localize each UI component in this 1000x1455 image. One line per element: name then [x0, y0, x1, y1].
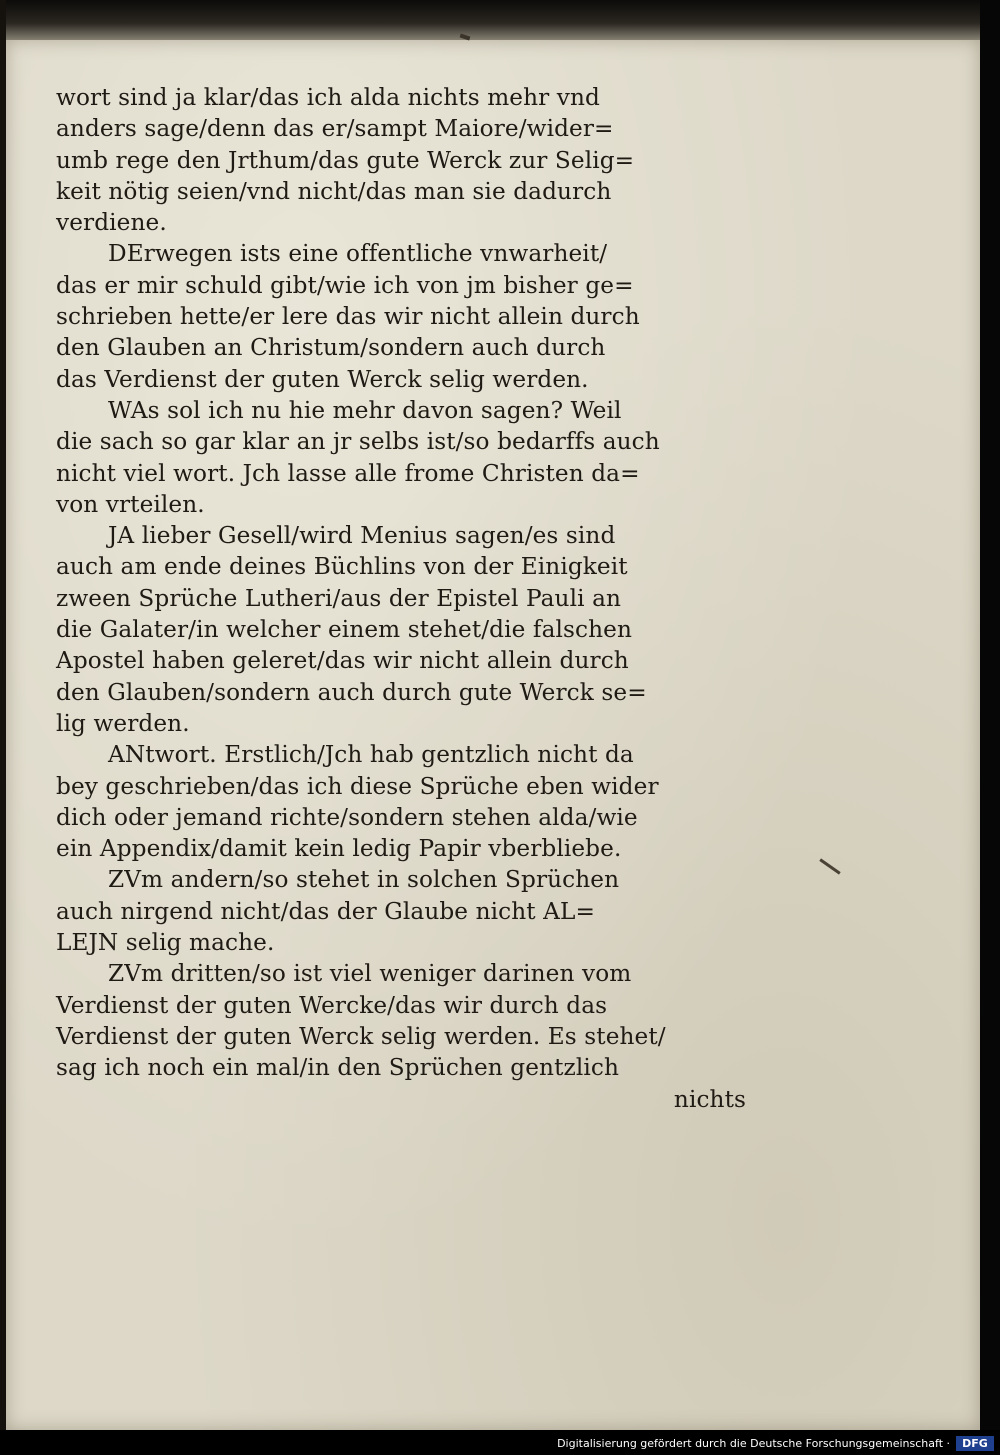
text-line-32: sag ich noch ein mal/in den Sprüchen gentzlich — [56, 1054, 619, 1082]
text-line-25: ein Appendix/damit kein ledig Papir vberbliebe. — [56, 835, 622, 863]
text-line-8: schrieben hette/er lere das wir nicht allein durch — [56, 303, 640, 331]
text-line-3: umb rege den Jrthum/das gute Werck zur Selig= — [56, 146, 635, 174]
text-line-27: auch nirgend nicht/das der Glaube nicht AL= — [56, 897, 596, 925]
text-line-6: DErwegen ists eine offentliche vnwarheit/ — [108, 240, 608, 268]
text-line-5: verdiene. — [56, 209, 167, 237]
catchword: nichts — [673, 1085, 746, 1113]
text-line-29: ZVm dritten/so ist viel weniger darinen vom — [108, 960, 632, 988]
text-line-1: wort sind ja klar/das ich alda nichts mehr vnd — [56, 84, 600, 111]
text-line-19: Apostel haben geleret/das wir nicht allein durch — [56, 647, 629, 675]
page-text-block — [56, 82, 746, 1115]
text-line-7: das er mir schuld gibt/wie ich von jm bisher ge= — [56, 271, 634, 299]
text-line-21: lig werden. — [56, 709, 190, 737]
text-line-26: ZVm andern/so stehet in solchen Sprüchen — [108, 866, 620, 894]
text-line-18: die Galater/in welcher einem stehet/die falschen — [56, 616, 633, 644]
text-line-12: die sach so gar klar an jr selbs ist/so bedarffs auch — [56, 428, 660, 456]
text-line-4: keit nötig seien/vnd nicht/das man sie dadurch — [56, 177, 612, 205]
text-line-24: dich oder jemand richte/sondern stehen alda/wie — [56, 803, 638, 831]
text-line-22: ANtwort. Erstlich/Jch hab gentzlich nicht da — [108, 741, 634, 769]
text-line-15: JA lieber Gesell/wird Menius sagen/es sind — [108, 522, 616, 550]
text-line-10: das Verdienst der guten Werck selig werden. — [56, 365, 589, 393]
page-top-shadow — [6, 0, 980, 42]
text-line-13: nicht viel wort. Jch lasse alle frome Christen da= — [56, 459, 640, 487]
text-line-28: LEJN selig mache. — [56, 929, 275, 957]
text-line-20: den Glauben/sondern auch durch gute Werck se= — [56, 678, 647, 706]
text-line-23: bey geschrieben/das ich diese Sprüche eben wider — [56, 772, 659, 800]
text-line-17: zween Sprüche Lutheri/aus der Epistel Pauli an — [56, 584, 622, 612]
text-line-11: WAs sol ich nu hie mehr davon sagen? Weil — [108, 396, 622, 424]
digitization-credit: Digitalisierung gefördert durch die Deutsche Forschungsgemeinschaft · — [557, 1437, 950, 1450]
text-line-30: Verdienst der guten Wercke/das wir durch das — [56, 991, 608, 1019]
text-line-16: auch am ende deines Büchlins von der Einigkeit — [56, 553, 628, 581]
text-line-31: Verdienst der guten Werck selig werden. Es stehet/ — [56, 1022, 666, 1050]
text-line-9: den Glauben an Christum/sondern auch durch — [56, 334, 606, 362]
text-line-14: von vrteilen. — [56, 490, 205, 518]
text-line-2: anders sage/denn das er/sampt Maiore/wider= — [56, 115, 614, 143]
dfg-logo: DFG — [956, 1436, 994, 1451]
